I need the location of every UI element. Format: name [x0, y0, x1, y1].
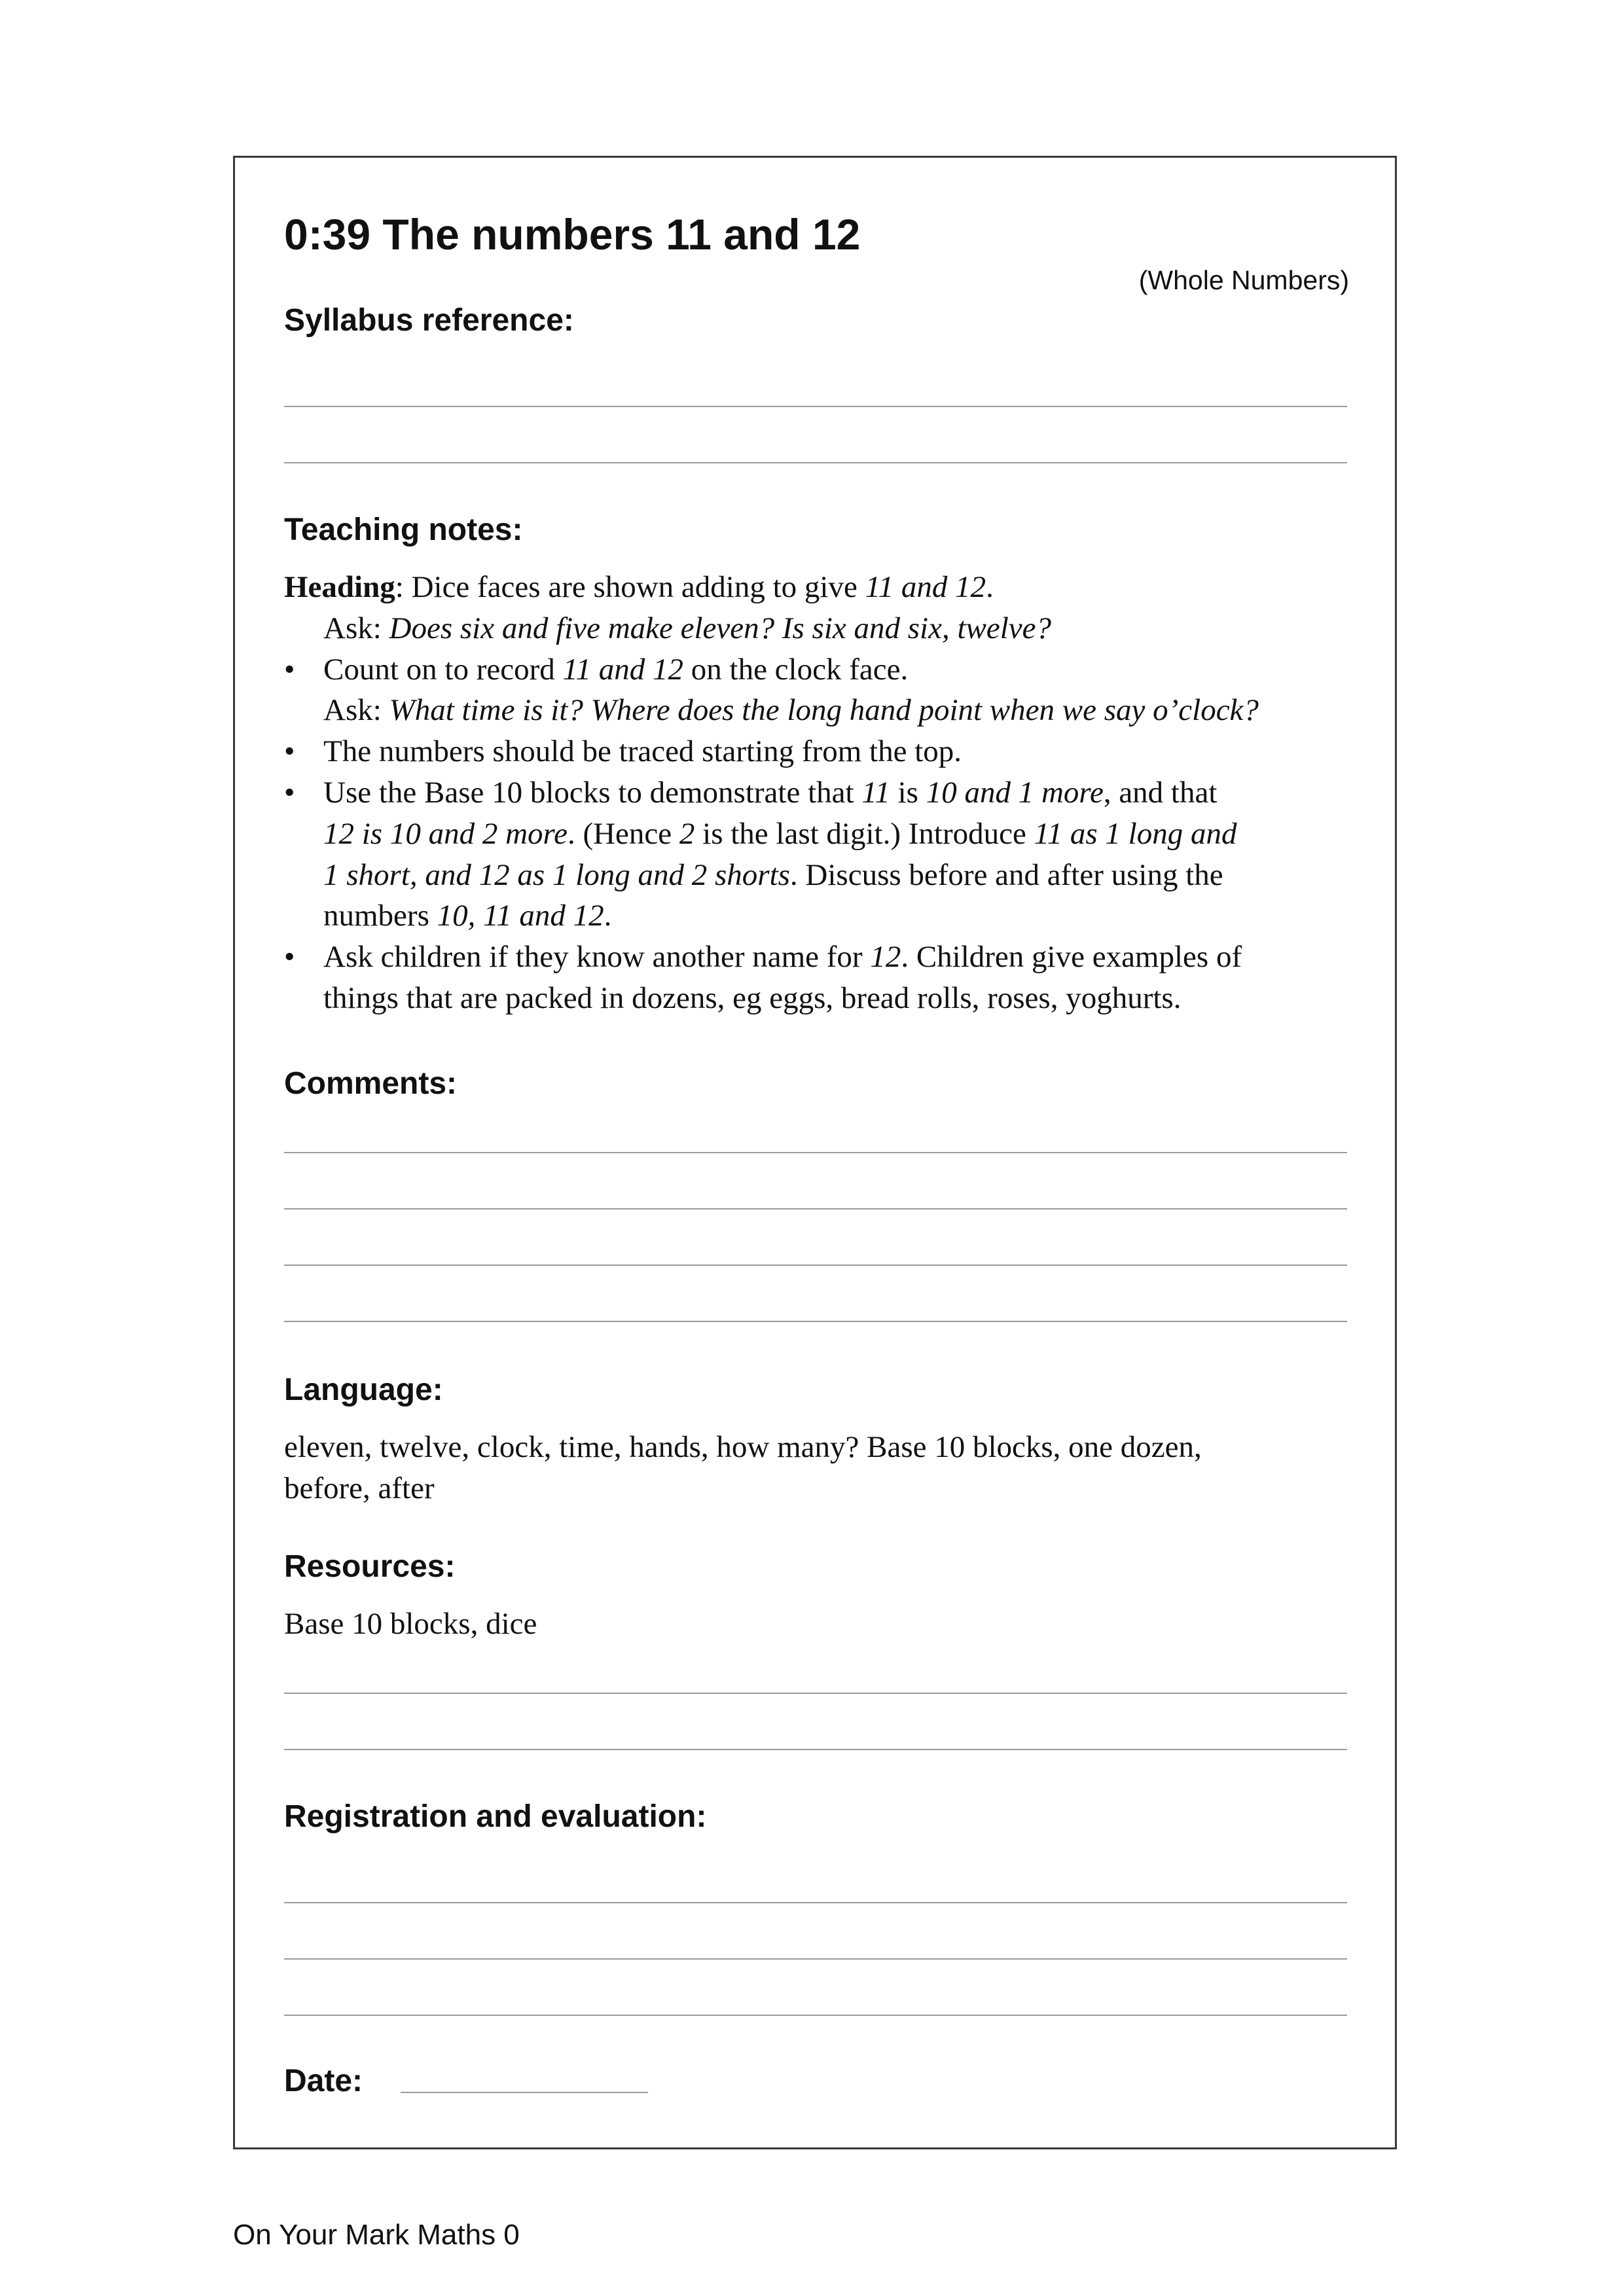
- italic-text: Does six and five make eleven? Is six and six, twelve?: [389, 611, 1052, 645]
- bullet-item-tracing: [284, 731, 1364, 772]
- text: Ask:: [323, 611, 389, 645]
- page-footer: On Your Mark Maths 0: [233, 2219, 520, 2251]
- language-line: before, after: [284, 1471, 435, 1505]
- date-field-line[interactable]: [401, 2092, 648, 2093]
- text: is the last digit.) Introduce: [695, 816, 1034, 851]
- registration-heading: Registration and evaluation:: [284, 1799, 707, 1834]
- bullet-line: [323, 855, 1364, 896]
- comments-line-4[interactable]: [284, 1321, 1347, 1322]
- teaching-notes-body: [284, 567, 1364, 1019]
- text: on the clock face.: [683, 652, 909, 687]
- bullet-line: [323, 690, 1364, 731]
- heading-term: Heading: [284, 570, 395, 604]
- text: Ask children if they know another name for: [323, 940, 871, 975]
- italic-text: 10 and 1 more: [926, 775, 1104, 810]
- text: Use the Base 10 blocks to demonstrate that: [323, 775, 862, 810]
- registration-line-2[interactable]: [284, 1958, 1347, 1960]
- resources-line-2[interactable]: [284, 1749, 1347, 1750]
- italic-text: 11 as 1 long and: [1034, 816, 1237, 851]
- bullet-line: [323, 772, 1364, 814]
- text: . Children give examples of: [901, 940, 1242, 975]
- bullet-text: [323, 937, 1364, 1019]
- italic-text: 1 short, and 12 as 1 long and 2 shorts: [323, 857, 790, 892]
- language-line: eleven, twelve, clock, time, hands, how many? Base 10 blocks, one dozen,: [284, 1430, 1202, 1464]
- text: : Dice faces are shown adding to give: [395, 570, 865, 604]
- bullet-icon: •: [284, 775, 295, 810]
- italic-text: 11: [861, 775, 890, 810]
- bullet-line: [323, 937, 1364, 978]
- bullet-item-clock: [284, 649, 1364, 732]
- notes-line-ask: [284, 608, 1364, 649]
- italic-text: 12: [870, 940, 901, 975]
- text: .: [604, 899, 612, 933]
- teaching-notes-heading: Teaching notes:: [284, 512, 523, 547]
- syllabus-heading: Syllabus reference:: [284, 303, 574, 338]
- text: .: [986, 570, 994, 604]
- resources-text: Base 10 blocks, dice: [284, 1607, 537, 1641]
- bullet-text: The numbers should be traced starting from the top.: [323, 734, 962, 769]
- text: . (Hence: [567, 816, 679, 851]
- notes-line-heading: [284, 567, 1364, 608]
- text: . Discuss before and after using the: [789, 857, 1223, 892]
- syllabus-line-1[interactable]: [284, 406, 1347, 407]
- comments-heading: Comments:: [284, 1066, 458, 1101]
- registration-line-3[interactable]: [284, 2015, 1347, 2016]
- bullet-text: [323, 772, 1364, 937]
- page-title: 0:39 The numbers 11 and 12: [284, 210, 861, 259]
- bullet-line: [323, 649, 1364, 691]
- text: Ask:: [323, 693, 389, 728]
- resources-heading: Resources:: [284, 1549, 456, 1584]
- registration-line-1[interactable]: [284, 1902, 1347, 1903]
- italic-text: 10, 11 and 12: [437, 899, 604, 933]
- bullet-text: [323, 649, 1364, 732]
- text: Count on to record: [323, 652, 563, 687]
- resources-line-1[interactable]: [284, 1693, 1347, 1694]
- bullet-item-base10: [284, 772, 1364, 937]
- date-label: Date:: [284, 2064, 363, 2098]
- bullet-line: [323, 895, 1364, 937]
- italic-text: 12 is 10 and 2 more: [323, 816, 568, 851]
- subject-label: (Whole Numbers): [1138, 265, 1349, 295]
- italic-text: 11 and 12: [562, 652, 684, 687]
- italic-text: What time is it? Where does the long hand point when we say o’clock?: [389, 693, 1259, 728]
- language-heading: Language:: [284, 1372, 443, 1407]
- italic-text: 2: [679, 816, 695, 851]
- text: is: [890, 775, 926, 810]
- bullet-icon: •: [284, 940, 295, 975]
- language-text: [284, 1427, 1364, 1509]
- italic-text: 11 and 12: [865, 570, 986, 604]
- comments-line-3[interactable]: [284, 1265, 1347, 1266]
- bullet-line: things that are packed in dozens, eg eggs, bread rolls, roses, yoghurts.: [323, 980, 1182, 1015]
- comments-line-2[interactable]: [284, 1208, 1347, 1210]
- bullet-item-dozen: [284, 937, 1364, 1019]
- comments-line-1[interactable]: [284, 1152, 1347, 1153]
- bullet-icon: •: [284, 734, 295, 769]
- syllabus-line-2[interactable]: [284, 462, 1347, 463]
- bullet-icon: •: [284, 652, 295, 687]
- bullet-line: [323, 814, 1364, 855]
- text: , and that: [1103, 775, 1218, 810]
- text: numbers: [323, 899, 437, 933]
